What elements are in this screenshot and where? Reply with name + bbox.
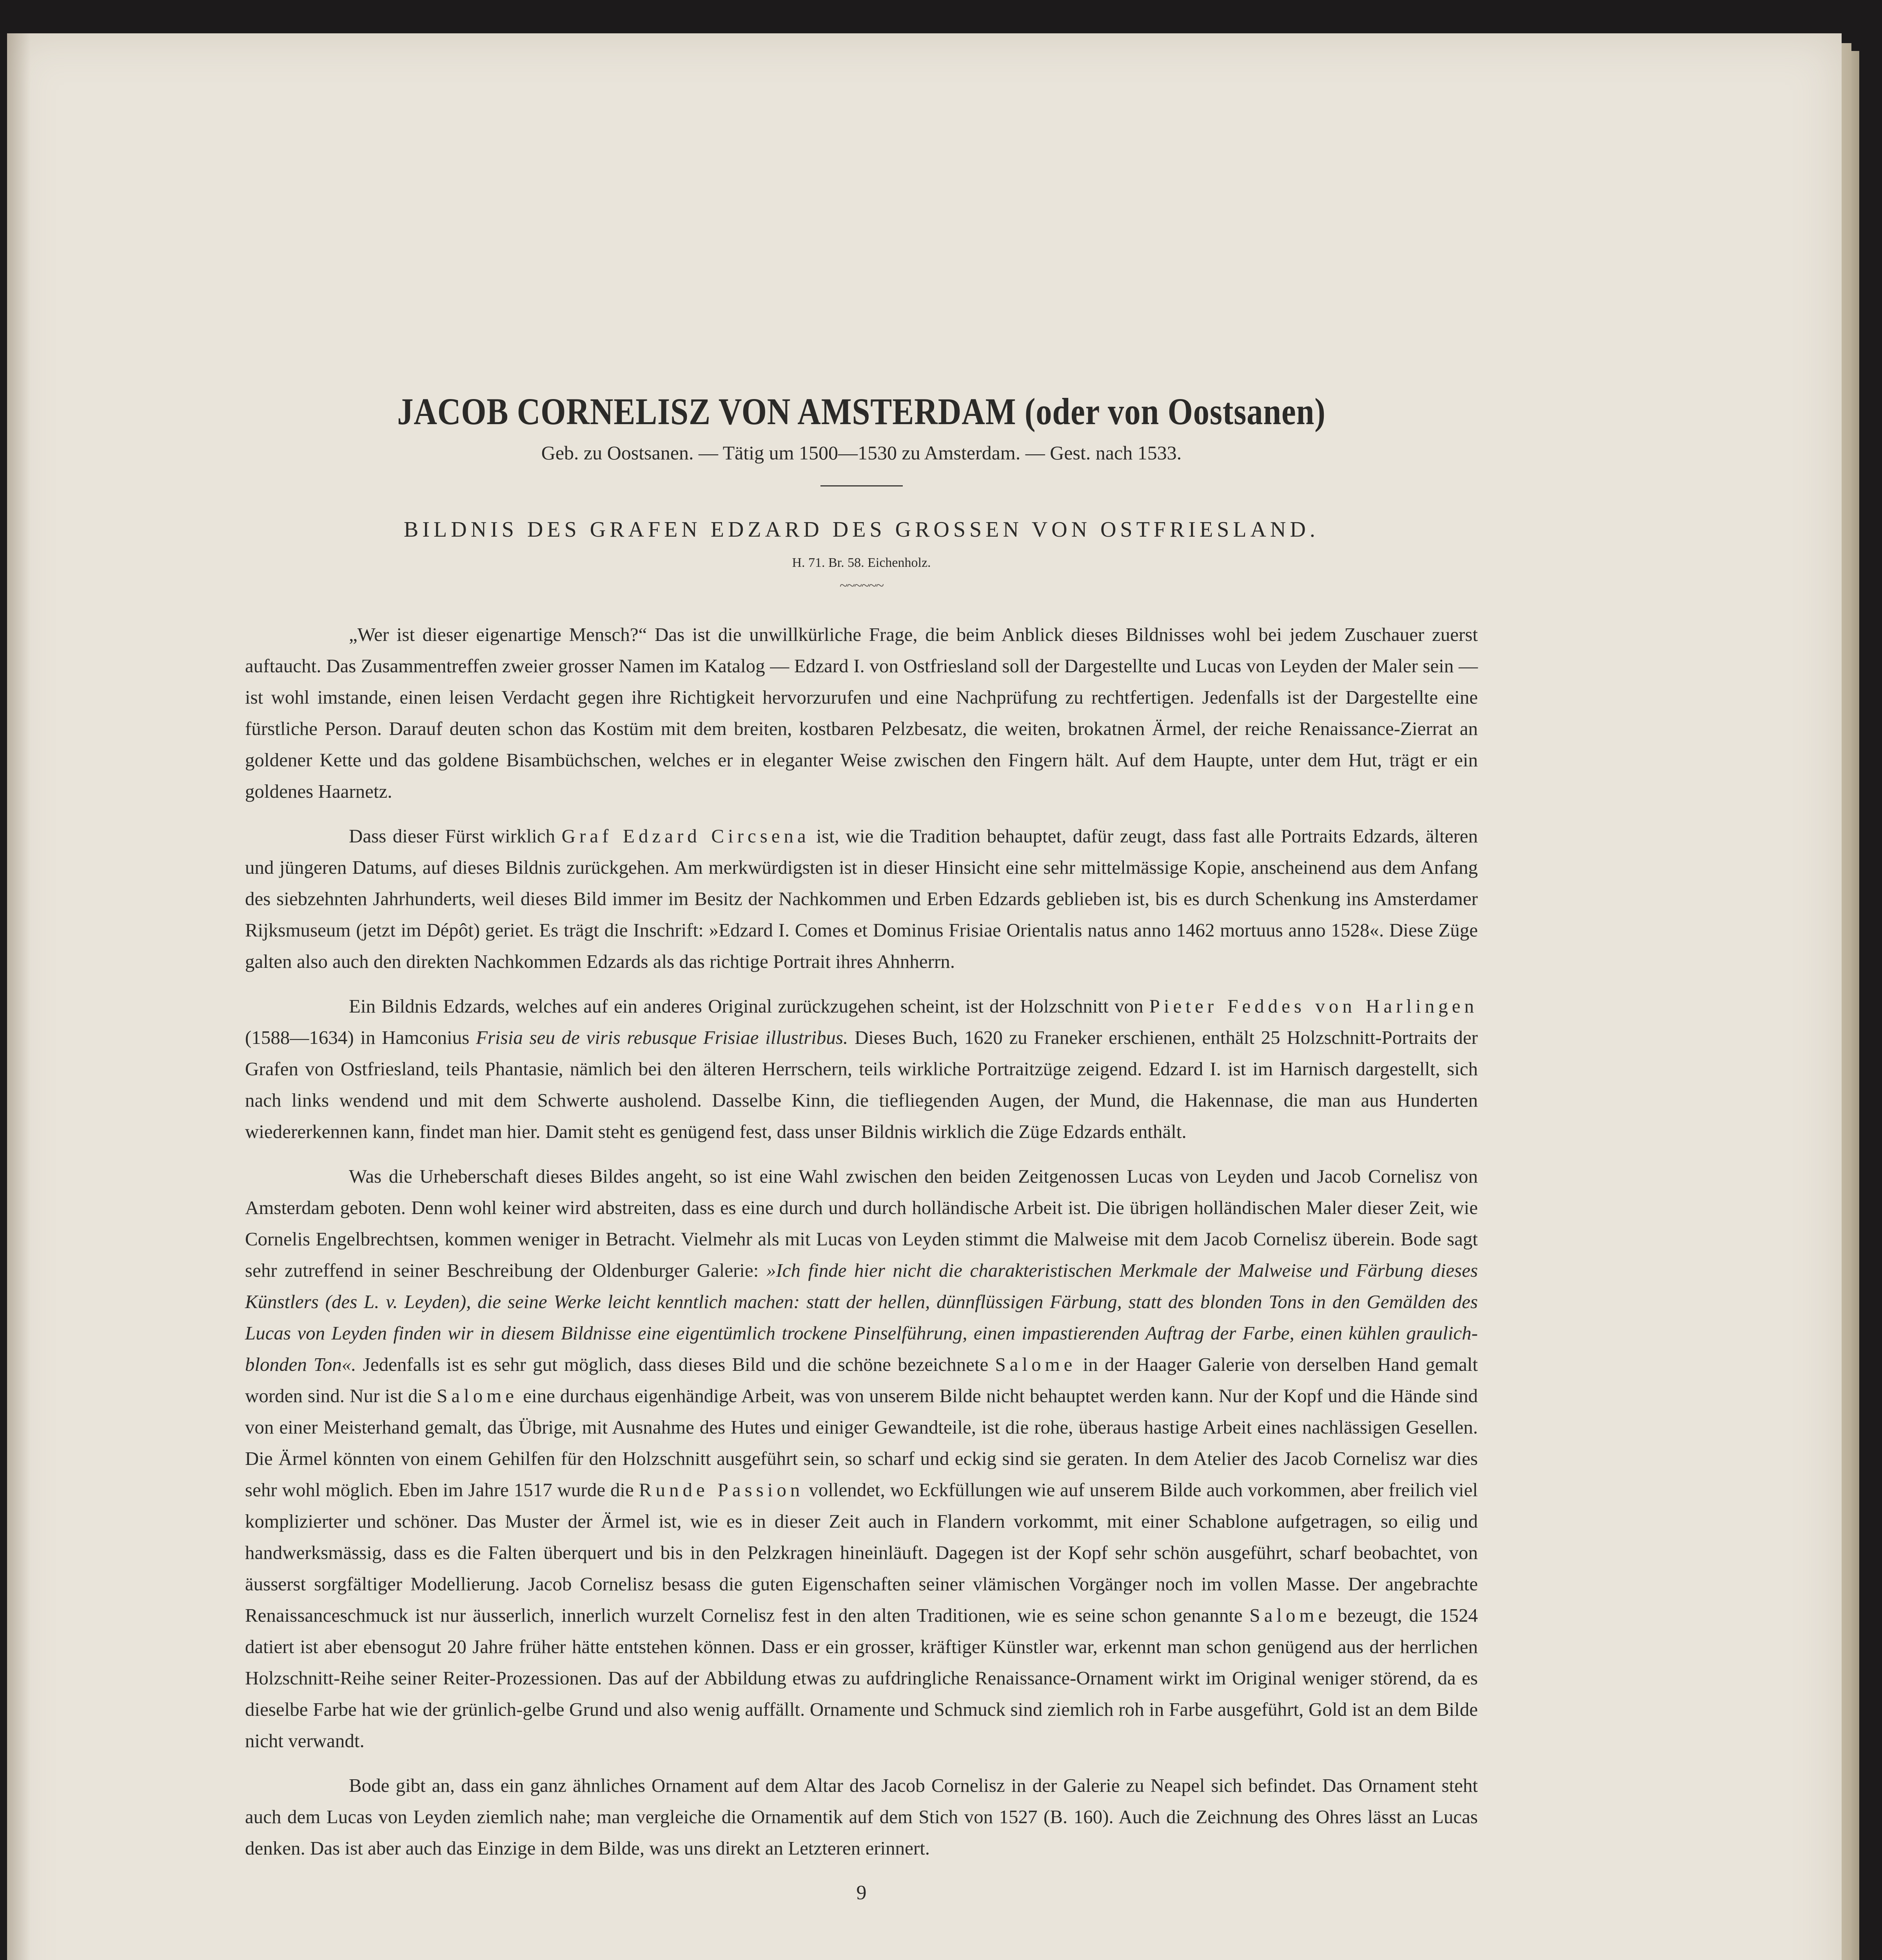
artist-title: [331, 388, 1392, 435]
paragraph-4: Was die Urheberschaft dieses Bildes angeht, so ist eine Wahl zwischen den beiden Zeitgenossen Lucas von Leyden und Jacob Cornelisz von Amsterdam geboten. Denn wohl keiner wird abstreiten, dass es eine durch und durch holländische Arbeit ist. Die übrigen holländischen Maler dieser Zeit, wie Cornelis Engelbrechtsen, kommen weniger in Betracht. Vielmehr als mit Lucas von Leyden stimmt die Malweise mit dem Jacob Cornelisz überein. Bode sagt sehr zutreffend in seiner Beschreibung der Oldenburger Galerie: »Ich finde hier nicht die charakteristischen Merkmale der Malweise und Färbung dieses Künstlers (des L. v. Leyden), die seine Werke leicht kenntlich machen: statt der hellen, dünnflüssigen Färbung, statt des blonden Tons in den Gemälden des Lucas von Leyden finden wir in diesem Bildnisse eine eigentümlich trockene Pinselführung, einen impastierenden Auftrag der Farbe, einen kühlen graulich-blonden Ton«. Jedenfalls ist es sehr gut möglich, dass dieses Bild und die schöne bezeichnete Salome in der Haager Galerie von derselben Hand gemalt worden sind. Nur ist die Salome eine durchaus eigenhändige Arbeit, was von unserem Bilde nicht behauptet werden kann. Nur der Kopf und die Hände sind von einer Meisterhand gemalt, das Übrige, mit Ausnahme des Hutes und einiger Gewandteile, ist die rohe, überaus hastige Arbeit eines nachlässigen Gesellen. Die Ärmel könnten von einem Gehilfen für den Holzschnitt ausgeführt sein, so scharf und eckig sind sie geraten. In dem Atelier des Jacob Cornelisz war dies sehr wohl möglich. Eben im Jahre 1517 wurde die Runde Passion vollendet, wo Eckfüllungen wie auf unserem Bilde auch vorkommen, aber freilich viel komplizierter und schöner. Das Muster der Ärmel ist, wie es in dieser Zeit auch in Flandern vorkommt, mit einer Schablone aufgetragen, so eilig und handwerksmässig, dass es die Falten überquert und bis in den Pelzkragen hineinläuft. Dagegen ist der Kopf sehr schön ausgeführt, scharf beobachtet, von äusserst sorgfältiger Modellierung. Jacob Cornelisz besass die guten Eigenschaften seiner vlämischen Vorgänger noch im vollen Masse. Der angebrachte Renaissanceschmuck ist nur äusserlich, innerlich wurzelt Cornelisz fest in den alten Traditionen, wie es seine schon genannte Salome bezeugt, die 1524 datiert ist aber ebensogut 20 Jahre früher hätte entstehen können. Dass er ein grosser, kräftiger Künstler war, erkennt man schon genügend aus der herrlichen Holzschnitt-Reihe seiner Reiter-Prozessionen. Das auf der Abbildung etwas zu aufdringliche Renaissance-Ornament wirkt im Original weniger störend, da es dieselbe Farbe hat wie der grünlich-gelbe Grund und also wenig auffällt. Ornamente und Schmuck sind ziemlich roh in Farbe ausgeführt, Gold ist an dem Bilde nicht verwandt.: [245, 1165, 1478, 1751]
artist-alias: (oder von Oostsanen): [1024, 390, 1326, 432]
page-number: 9: [856, 1882, 867, 1904]
artist-name: JACOB CORNELISZ VON AMSTERDAM: [397, 390, 1016, 432]
divider-rule: [820, 485, 903, 486]
spaced-runde-passion: Runde Passion: [639, 1479, 804, 1501]
book-title: Frisia seu de viris rebusque Frisiae illustribus.: [476, 1027, 848, 1048]
spaced-name-feddes: Pieter Feddes von Harlingen: [1149, 995, 1478, 1017]
painting-dimensions: H. 71. Br. 58. Eichenholz.: [792, 555, 931, 570]
spaced-name-edzard: Graf Edzard Circsena: [561, 825, 810, 847]
spaced-salome: Salome: [437, 1385, 518, 1406]
binding-shadow: [7, 33, 31, 1960]
bode-quote: »Ich finde hier nicht die charakteristischen Merkmale der Malweise und Färbung dieses Künstlers (des L. v. Leyden), die seine Werke leicht kenntlich machen: statt der hellen, dünnflüssigen Färbung, statt des blonden Tons in den Gemälden des Lucas von Leyden finden wir in diesem Bildnisse eine eigentümlich trockene Pinselführung, einen impastierenden Auftrag der Farbe, einen kühlen graulich-blonden Ton«.: [245, 1259, 1478, 1375]
painting-title: BILDNIS DES GRAFEN EDZARD DES GROSSEN VON OSTFRIESLAND.: [404, 517, 1319, 542]
paragraph-1: „Wer ist dieser eigenartige Mensch?“ Das ist die unwillkürliche Frage, die beim Anblick dieses Bildnisses wohl bei jedem Zuschauer zuerst auftaucht. Das Zusammentreffen zweier grosser Namen im Katalog — Edzard I. von Ostfriesland soll der Dargestellte und Lucas von Leyden der Maler sein — ist wohl imstande, einen leisen Verdacht gegen ihre Richtigkeit hervorzurufen und eine Nachprüfung zu rechtfertigen. Jedenfalls ist der Dargestellte eine fürstliche Person. Darauf deuten schon das Kostüm mit dem breiten, kostbaren Pelzbesatz, die weiten, brokatnen Ärmel, der reiche Renaissance-Zierrat an goldener Kette und das goldene Bisambüchschen, welches er in eleganter Weise zwischen den Fingern hält. Auf dem Haupte, unter dem Hut, trägt er ein goldenes Haarnetz.: [245, 624, 1478, 802]
artist-biography-line: Geb. zu Oostsanen. — Tätig um 1500—1530 zu Amsterdam. — Gest. nach 1533.: [541, 442, 1182, 464]
paragraph-5: Bode gibt an, dass ein ganz ähnliches Ornament auf dem Altar des Jacob Cornelisz in der Galerie zu Neapel sich befindet. Das Ornament steht auch dem Lucas von Leyden ziemlich nahe; man vergleiche die Ornamentik auf dem Stich von 1527 (B. 160). Auch die Zeichnung des Ohres lässt an Lucas denken. Das ist aber auch das Einzige in dem Bilde, was uns direkt an Letzteren erinnert.: [245, 1775, 1478, 1859]
body-text: [245, 619, 1478, 1864]
spaced-salome: Salome: [995, 1354, 1076, 1375]
page-content: [245, 388, 1478, 1909]
ornament-divider: ~~~~~~: [839, 577, 884, 594]
paragraph-3: Ein Bildnis Edzards, welches auf ein anderes Original zurückzugehen scheint, ist der Holzschnitt von Pieter Feddes von Harlingen (1588—1634) in Hamconius Frisia seu de viris rebusque Frisiae illustribus. Dieses Buch, 1620 zu Franeker erschienen, enthält 25 Holzschnitt-Portraits der Grafen von Ostfriesland, teils Phantasie, nämlich bei den älteren Herrschern, teils wirkliche Portraitzüge zeigend. Edzard I. ist im Harnisch dargestellt, sich nach links wendend und mit dem Schwerte ausholend. Dasselbe Kinn, die tiefliegenden Augen, der Mund, die Hakennase, die man aus Hunderten wiedererkennen kann, findet man hier. Damit steht es genügend fest, dass unser Bildnis wirklich die Züge Edzards enthält.: [245, 995, 1478, 1142]
spaced-salome: Salome: [1249, 1604, 1331, 1626]
paragraph-2: Dass dieser Fürst wirklich Graf Edzard Circsena ist, wie die Tradition behauptet, dafür zeugt, dass fast alle Portraits Edzards, älteren und jüngeren Datums, auf dieses Bildnis zurückgehen. Am merkwürdigsten ist in dieser Hinsicht eine sehr mittelmässige Kopie, anscheinend aus dem Anfang des siebzehnten Jahrhunderts, weil dieses Bild immer im Besitz der Nachkommen und Erben Edzards geblieben ist, bis es durch Schenkung ins Amsterdamer Rijksmuseum (jetzt im Dépôt) geriet. Es trägt die Inschrift: »Edzard I. Comes et Dominus Frisiae Orientalis natus anno 1462 mortuus anno 1528«. Diese Züge galten also auch den direkten Nachkommen Edzards als das richtige Portrait ihres Ahnherrn.: [245, 825, 1478, 972]
